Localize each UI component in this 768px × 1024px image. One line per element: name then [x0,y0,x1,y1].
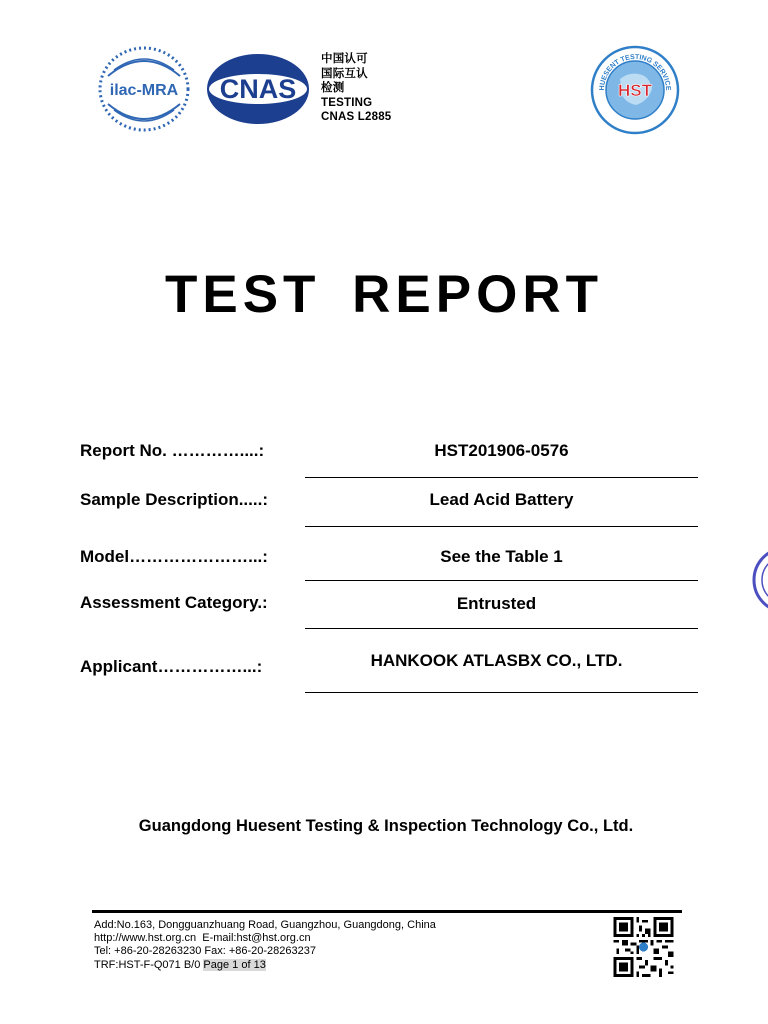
cnas-line: 中国认可 [321,53,368,65]
document-title: TEST REPORT [164,265,604,324]
applicant-value: HANKOOK ATLASBX CO., LTD. [370,651,623,670]
assessment-category-label: Assessment Category.: [80,593,268,612]
footer-contact [94,919,436,972]
footer-web-email [94,932,436,945]
sample-description-value: Lead Acid Battery [429,490,574,509]
model-value: See the Table 1 [440,547,563,566]
cnas-line: CNAS L2885 [321,111,392,124]
partial-seal-stamp [748,545,768,615]
hst-logo [590,45,680,135]
footer-tel-fax: Tel: +86-20-28263230 Fax: +86-20-28263237 [94,945,317,958]
report-no-label: Report No. …………....: [80,441,265,460]
qr-code[interactable] [612,917,675,977]
cnas-accreditation-text [321,52,391,125]
field-underline [305,526,698,527]
applicant-label: Applicant……………...: [80,657,263,676]
company-name: Guangdong Huesent Testing & Inspection Technology Co., Ltd. [138,817,634,835]
model-label: Model…………………...: [80,547,268,566]
cnas-line: 国际互认 [321,67,368,80]
field-underline [305,628,698,629]
footer-trf-page [94,959,436,972]
footer-divider [92,910,682,913]
report-no-value: HST201906-0576 [434,441,569,460]
svg-text:ilac-MRA: ilac-MRA [109,82,179,99]
cnas-line: TESTING [321,96,373,109]
svg-text:HUESENT TESTING SERVICE: HUESENT TESTING SERVICE [598,53,672,91]
footer-trf: TRF:HST-F-Q071 B/0 [94,958,201,971]
cnas-logo [205,52,311,126]
footer-web[interactable]: http://www.hst.org.cn [94,932,197,945]
cnas-line: 检测 [321,82,345,95]
field-underline [305,692,698,693]
footer-address: Add:No.163, Dongguanzhuang Road, Guangzhou, Guangdong, China [94,919,436,931]
assessment-category-value: Entrusted [456,594,537,613]
svg-text:HST: HST [618,81,652,100]
footer-email[interactable]: E-mail:hst@hst.org.cn [202,932,311,945]
page-indicator: Page 1 of 13 [203,958,266,971]
ilac-mra-logo [98,46,190,132]
svg-text:CNAS: CNAS [219,74,297,104]
sample-description-label: Sample Description.....: [80,490,268,509]
field-underline [305,580,698,581]
field-underline [305,477,698,478]
